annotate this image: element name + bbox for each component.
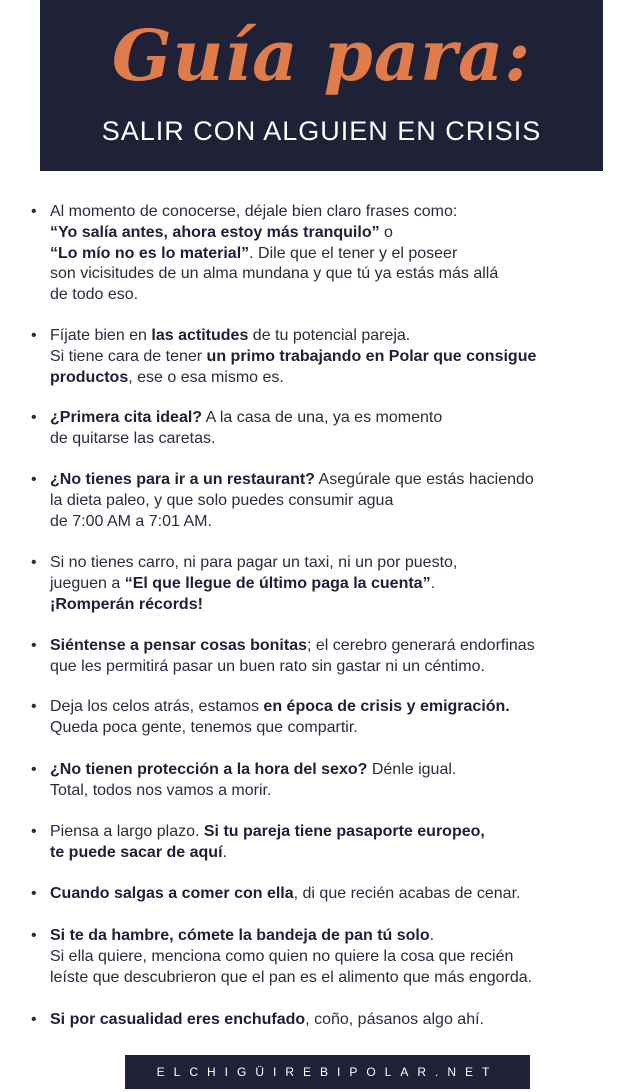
tip-text: Si tiene cara de tener [50, 347, 207, 365]
tip-text: la dieta paleo, y que solo puedes consumir agua [50, 491, 394, 509]
tip-text: de 7:00 AM a 7:01 AM. [50, 512, 212, 530]
tip-line [50, 760, 630, 781]
tip-emphasis: en época de crisis y emigración. [263, 698, 510, 715]
tip-line [50, 244, 630, 265]
tip-text: de tu potencial pareja. [248, 327, 411, 344]
tip-emphasis: “Yo salía antes, ahora estoy más tranquilo” [50, 223, 380, 241]
tip-text: . [430, 574, 436, 592]
tip-line [50, 202, 630, 223]
tip-text: , coño, pásanos algo ahí. [305, 1011, 484, 1028]
tip-line [50, 843, 630, 864]
bullet-point: • [31, 203, 37, 220]
tip-text: Si no tienes carro, ni para pagar un taxi, ni un por puesto, [50, 554, 458, 571]
tip-line [50, 781, 630, 802]
tip-emphasis: “El que llegue de último paga la cuenta” [124, 574, 431, 592]
bullet-point: • [31, 637, 37, 654]
tip-item [50, 822, 630, 864]
tip-line [50, 657, 630, 678]
tip-line [50, 408, 630, 429]
bullet-point: • [31, 471, 37, 488]
tip-line [50, 1010, 630, 1031]
bullet-point: • [31, 698, 37, 715]
tip-text: , di que recién acabas de cenar. [293, 885, 521, 902]
tip-line [50, 553, 630, 574]
bullet-point: • [31, 761, 37, 778]
tip-item [50, 926, 630, 988]
tip-text: . [222, 843, 227, 861]
tip-line [50, 636, 630, 657]
tip-emphasis: Si por casualidad eres enchufado [50, 1011, 306, 1028]
tip-text: son vicisitudes de un alma mundana y que tú ya estás más allá [50, 265, 499, 283]
tip-emphasis: Si te da hambre, cómete la bandeja de pan tú solo [50, 927, 430, 944]
tip-line [50, 574, 630, 595]
tip-text: Asegúrale que estás haciendo [314, 471, 534, 488]
bullet-point: • [31, 327, 37, 344]
tip-item [50, 202, 630, 306]
bullet-point: • [31, 1011, 37, 1028]
tip-item [50, 636, 630, 678]
tip-text: Dénle igual. [367, 761, 457, 778]
tip-text: Queda poca gente, tenemos que compartir. [50, 718, 358, 736]
tip-line [50, 884, 630, 905]
page-title: Guía para: [111, 14, 532, 97]
tip-line [50, 512, 630, 533]
bullet-point: • [31, 554, 37, 571]
tip-emphasis: Siéntense a pensar cosas bonitas [50, 637, 307, 654]
tip-item [50, 1010, 630, 1031]
tip-text: Deja los celos atrás, estamos [50, 698, 264, 715]
tip-item [50, 470, 630, 532]
tip-item [50, 326, 630, 388]
tip-line [50, 470, 630, 491]
bullet-point: • [31, 927, 37, 944]
tip-emphasis: te puede sacar de aquí [50, 843, 223, 861]
tip-text: jueguen a [50, 574, 125, 592]
tip-line [50, 429, 630, 450]
tip-item [50, 884, 630, 905]
tip-line [50, 491, 630, 512]
tip-text: que les permitirá pasar un buen rato sin gastar ni un céntimo. [50, 657, 485, 675]
tip-text: Total, todos nos vamos a morir. [50, 781, 272, 799]
tip-emphasis: Cuando salgas a comer con ella [50, 885, 294, 902]
tip-emphasis: ¿No tienen protección a la hora del sexo? [50, 761, 368, 778]
tip-text: de quitarse las caretas. [50, 429, 216, 447]
tip-text: o [379, 223, 393, 241]
tip-line [50, 697, 630, 718]
tip-line [50, 223, 630, 244]
tip-text: , ese o esa mismo es. [128, 368, 284, 386]
tip-text: A la casa de una, ya es momento [202, 409, 443, 426]
tip-text: ; el cerebro generará endorfinas [307, 637, 535, 654]
tip-line [50, 326, 630, 347]
tip-emphasis: Si tu pareja tiene pasaporte europeo, [203, 823, 485, 840]
page-subtitle: SALIR CON ALGUIEN EN CRISIS [101, 116, 542, 146]
tip-line [50, 822, 630, 843]
bullet-point: • [31, 885, 37, 902]
tip-text: . Dile que el tener y el poseer [249, 244, 458, 262]
tip-emphasis: ¡Romperán récords! [50, 595, 203, 613]
tip-line [50, 285, 630, 306]
tip-emphasis: las actitudes [151, 327, 249, 344]
tip-text: . [429, 927, 435, 944]
tip-text: Al momento de conocerse, déjale bien claro frases como: [50, 203, 458, 220]
tip-item [50, 553, 630, 615]
tip-text: leíste que descubrieron que el pan es el alimento que más engorda. [50, 968, 533, 986]
tip-line [50, 347, 630, 368]
bullet-point: • [31, 409, 37, 426]
tip-emphasis: productos [50, 368, 129, 386]
tip-line [50, 947, 630, 968]
tip-item [50, 408, 630, 450]
tip-line [50, 264, 630, 285]
tip-emphasis: “Lo mío no es lo material” [50, 244, 250, 262]
site-footer-badge: ELCHIGÜIREBIPOLAR.NET [125, 1055, 530, 1089]
tip-line [50, 368, 630, 389]
tip-line [50, 595, 630, 616]
tip-text: de todo eso. [50, 286, 139, 304]
tip-item [50, 760, 630, 802]
tip-line [50, 968, 630, 989]
tip-emphasis: ¿No tienes para ir a un restaurant? [50, 471, 315, 488]
tip-text: Fíjate bien en [50, 327, 152, 344]
tip-text: Si ella quiere, menciona como quien no quiere la cosa que recién [50, 947, 514, 965]
tip-line [50, 718, 630, 739]
tip-item [50, 697, 630, 739]
tip-emphasis: ¿Primera cita ideal? [50, 409, 203, 426]
tip-line [50, 926, 630, 947]
bullet-point: • [31, 823, 37, 840]
tip-emphasis: un primo trabajando en Polar que consigue [206, 347, 537, 365]
tip-text: Piensa a largo plazo. [50, 823, 204, 840]
